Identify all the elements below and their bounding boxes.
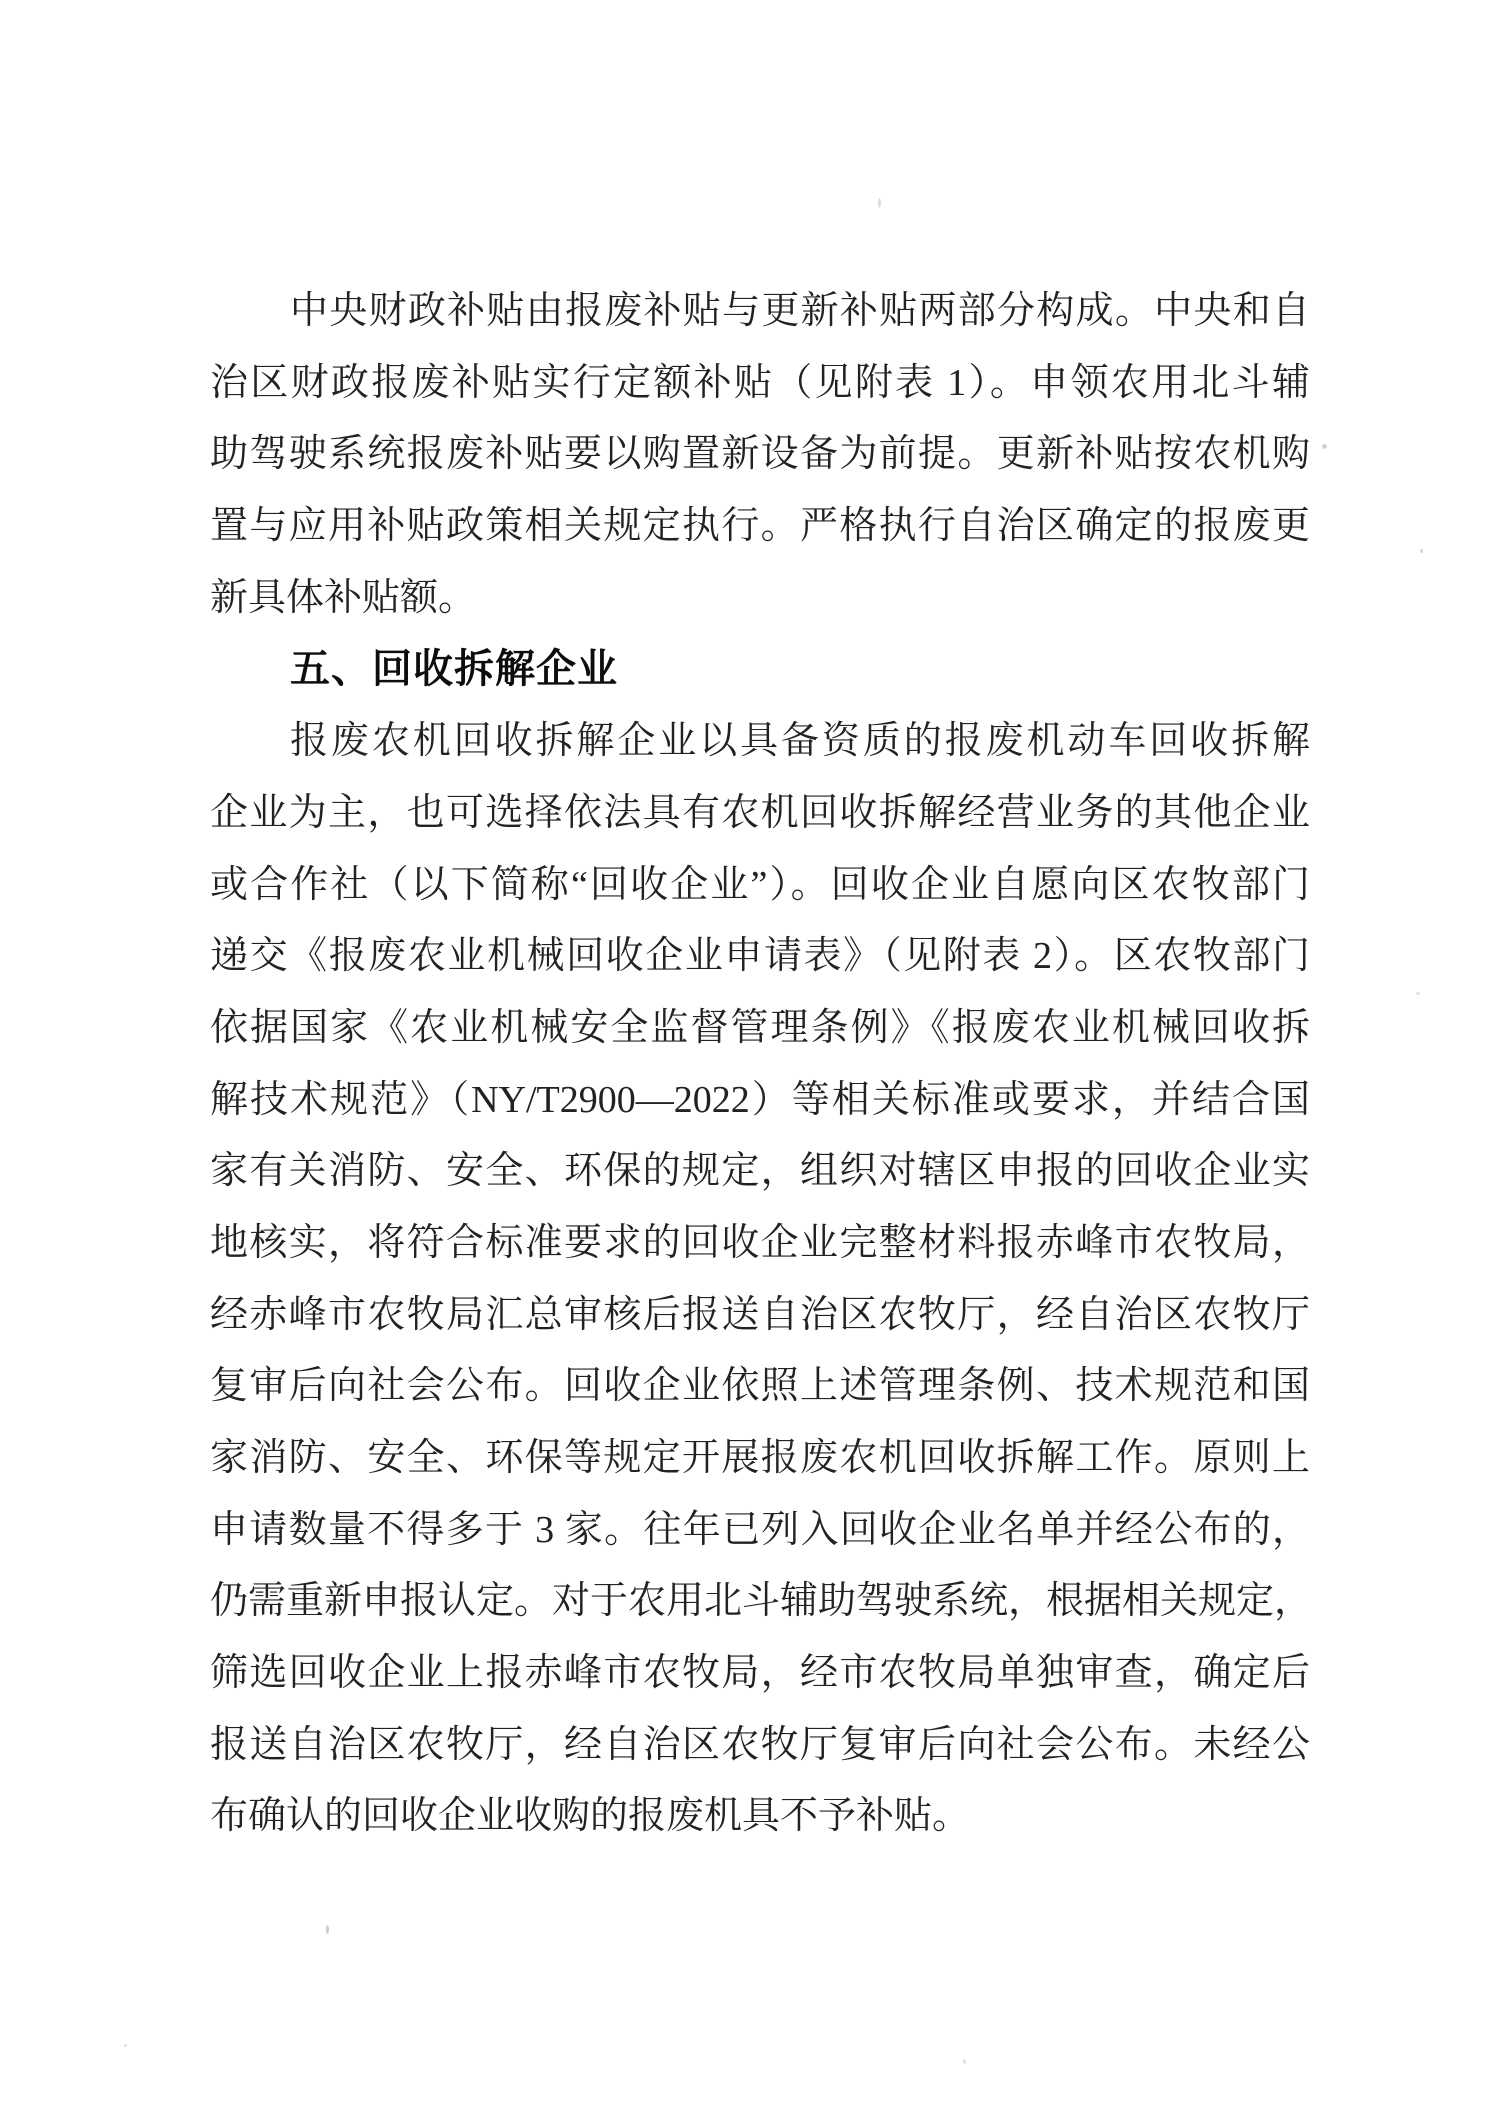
text-line: 布确认的回收企业收购的报废机具不予补贴。 bbox=[210, 1795, 971, 1838]
document-body bbox=[210, 276, 1313, 1853]
paragraph-recycling-enterprises bbox=[210, 706, 1313, 1853]
scan-speck bbox=[124, 2044, 127, 2047]
text-line: 复审后向社会公布。回收企业依照上述管理条例、技术规范和国 bbox=[210, 1365, 1310, 1408]
text-line: 仍需重新申报认定。对于农用北斗辅助驾驶系统，根据相关规定， bbox=[210, 1580, 1313, 1623]
scan-speck bbox=[1420, 549, 1423, 553]
scan-speck bbox=[1416, 992, 1420, 995]
text-line: 申请数量不得多于 3 家。往年已列入回收企业名单并经公布的， bbox=[210, 1508, 1310, 1551]
text-line: 解技术规范》（NY/T2900—2022）等相关标准或要求，并结合国 bbox=[210, 1078, 1310, 1121]
text-line: 递交《报废农业机械回收企业申请表》（见附表 2）。区农牧部门 bbox=[210, 935, 1310, 978]
text-line: 治区财政报废补贴实行定额补贴（见附表 1）。申领农用北斗辅 bbox=[210, 361, 1310, 404]
paragraph-central-subsidy bbox=[210, 276, 1310, 634]
text-line: 报送自治区农牧厅，经自治区农牧厅复审后向社会公布。未经公 bbox=[210, 1723, 1310, 1766]
text-line: 置与应用补贴政策相关规定执行。严格执行自治区确定的报废更 bbox=[210, 505, 1310, 548]
text-line: 家有关消防、安全、环保的规定，组织对辖区申报的回收企业实 bbox=[210, 1150, 1310, 1193]
scan-speck bbox=[878, 198, 881, 208]
text-line: 地核实，将符合标准要求的回收企业完整材料报赤峰市农牧局， bbox=[210, 1221, 1310, 1264]
text-line: 报废农机回收拆解企业以具备资质的报废机动车回收拆解 bbox=[290, 720, 1310, 763]
text-line: 新具体补贴额。 bbox=[210, 576, 477, 619]
text-line: 家消防、安全、环保等规定开展报废农机回收拆解工作。原则上 bbox=[210, 1437, 1310, 1479]
text-line: 或合作社（以下简称“回收企业”）。回收企业自愿向区农牧部门 bbox=[210, 863, 1310, 906]
text-line: 助驾驶系统报废补贴要以购置新设备为前提。更新补贴按农机购 bbox=[210, 433, 1310, 476]
text-line: 依据国家《农业机械安全监督管理条例》《报废农业机械回收拆 bbox=[210, 1006, 1310, 1049]
scan-speck bbox=[326, 1925, 329, 1934]
scan-speck bbox=[1322, 444, 1327, 449]
text-line: 中央财政补贴由报废补贴与更新补贴两部分构成。中央和自 bbox=[290, 290, 1310, 332]
text-line: 企业为主，也可选择依法具有农机回收拆解经营业务的其他企业 bbox=[210, 791, 1310, 834]
text-line: 筛选回收企业上报赤峰市农牧局，经市农牧局单独审查，确定后 bbox=[210, 1652, 1310, 1695]
scan-speck bbox=[963, 2059, 966, 2064]
text-line: 经赤峰市农牧局汇总审核后报送自治区农牧厅，经自治区农牧厅 bbox=[210, 1293, 1310, 1336]
section-heading: 五、回收拆解企业 bbox=[290, 647, 618, 692]
